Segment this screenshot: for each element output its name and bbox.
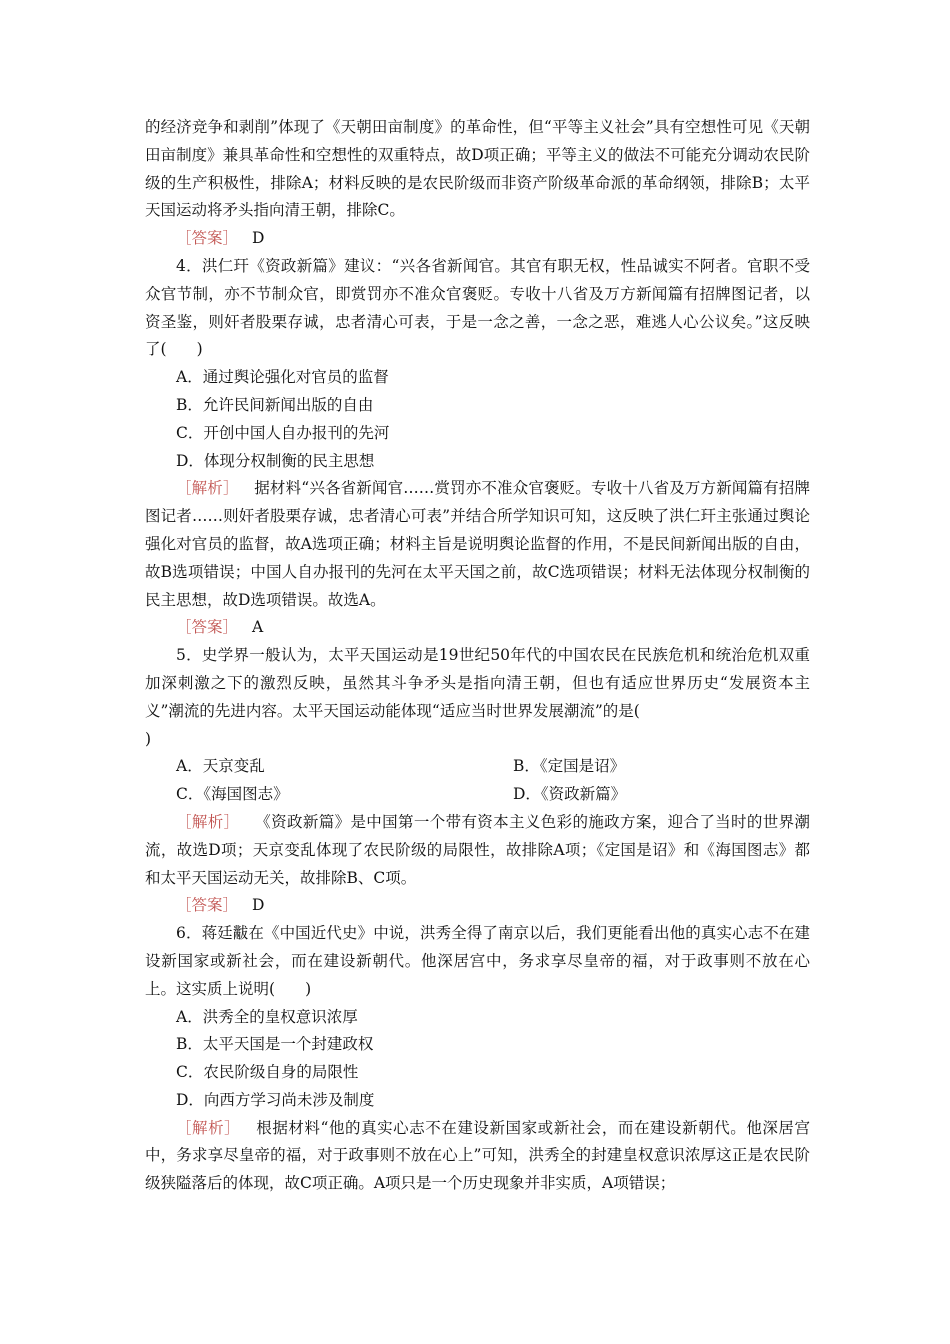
analysis-label: ［解析］ (176, 479, 239, 498)
analysis-label: ［解析］ (176, 812, 240, 831)
q4-option-c: C．开创中国人自办报刊的先河 (176, 423, 390, 442)
q4-stem: 4．洪仁玕《资政新篇》建议：“兴各省新闻官。其官有职无权，性品诚实不阿者。官职不受众官节制，亦不节制众官，即赏罚亦不准众官褒贬。专收十八省及万方新闻篇有招牌图记者，以资圣鉴，则奸者股栗存诚，忠者清心可表，于是一念之善，一念之恶，难逃人心公议矣。”这反映了( ) (145, 256, 810, 359)
q4-answer: A (252, 618, 264, 637)
q5-stem: 5．史学界一般认为，太平天国运动是19世纪50年代的中国农民在民族危机和统治危机双重加深刺激之下的激烈反映，虽然其斗争矛头是指向清王朝，但也有适应世界历史“发展资本主义”潮流的先进内容。太平天国运动能体现“适应当时世界发展潮流”的是( ) (145, 646, 810, 748)
q5-answer-line (145, 892, 810, 920)
q4-option-d: D．体现分权制衡的民主思想 (176, 451, 375, 470)
answer-label: ［答案］ (176, 618, 239, 637)
q5-options-row-1 (145, 753, 810, 781)
q5-option-c: C．《海国图志》 (176, 785, 289, 804)
q4-option-b: B．允许民间新闻出版的自由 (176, 395, 374, 414)
q5-option-a: A．天京变乱 (176, 757, 265, 776)
q4-option-a: A．通过舆论强化对官员的监督 (176, 368, 389, 387)
q3-analysis-tail: 的经济竞争和剥削”体现了《天朝田亩制度》的革命性，但“平等主义社会”具有空想性可见《天朝田亩制度》兼具革命性和空想性的双重特点，故D项正确；平等主义的做法不可能充分调动农民阶级的生产积极性，排除A；材料反映的是农民阶级而非资产阶级革命派的革命纲领，排除B；太平天国运动将矛头指向清王朝，排除C。 (145, 118, 810, 220)
q5-option-d: D．《资政新篇》 (513, 785, 627, 804)
q5-option-b: B．《定国是诏》 (513, 757, 626, 776)
q6-option-a: A．洪秀全的皇权意识浓厚 (176, 1007, 358, 1026)
q6-option-c: C．农民阶级自身的局限性 (176, 1063, 359, 1082)
q3-answer: D (252, 229, 265, 248)
q4-answer-line (145, 614, 810, 642)
q6-analysis: ［解析］ 根据材料“他的真实心志不在建设新国家或新社会，而在建设新朝代。他深居宫中，务求享尽皇帝的福，对于政事则不放在心上”可知，洪秀全的封建皇权意识浓厚这正是农民阶级狭隘落后的体现，故C项正确。A项只是一个历史现象并非实质，A项错误； (145, 1118, 810, 1193)
q6-option-d: D．向西方学习尚未涉及制度 (176, 1090, 375, 1109)
q5-analysis: ［解析］ 《资政新篇》是中国第一个带有资本主义色彩的施政方案，迎合了当时的世界潮流，故选D项；天京变乱体现了农民阶级的局限性，故排除A项；《定国是诏》和《海国图志》都和太平天国运动无关，故排除B、C项。 (145, 812, 810, 887)
answer-label: ［答案］ (176, 896, 239, 915)
document-page (145, 114, 810, 1198)
q4-analysis: ［解析］ 据材料“兴各省新闻官……赏罚亦不准众官褒贬。专收十八省及万方新闻篇有招牌图记者……则奸者股栗存诚，忠者清心可表”并结合所学知识可知，这反映了洪仁玕主张通过舆论强化对官员的监督，故A选项正确；材料主旨是说明舆论监督的作用，不是民间新闻出版的自由，故B选项错误；中国人自办报刊的先河在太平天国之前，故C选项错误；材料无法体现分权制衡的民主思想，故D选项错误。故选A。 (145, 479, 810, 609)
q6-option-b: B．太平天国是一个封建政权 (176, 1035, 374, 1054)
answer-label: ［答案］ (176, 229, 239, 248)
q3-answer-line (145, 225, 810, 253)
q5-answer: D (252, 896, 265, 915)
q5-options-row-2 (145, 781, 810, 809)
q6-stem: 6．蒋廷黻在《中国近代史》中说，洪秀全得了南京以后，我们更能看出他的真实心志不在建设新国家或新社会，而在建设新朝代。他深居宫中，务求享尽皇帝的福，对于政事则不放在心上。这实质上说明( ) (145, 924, 810, 998)
analysis-label: ［解析］ (176, 1118, 241, 1137)
